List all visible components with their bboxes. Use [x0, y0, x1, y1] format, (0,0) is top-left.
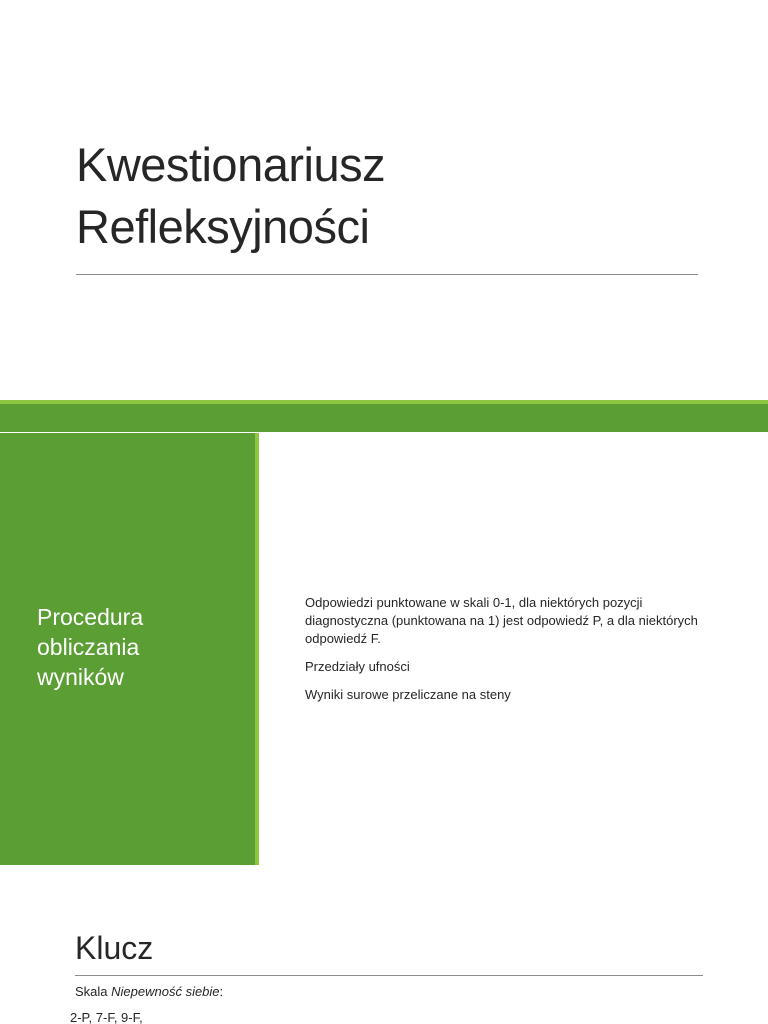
- body-paragraph-stens: Wyniki surowe przeliczane na steny: [305, 687, 511, 702]
- procedure-slide: [0, 433, 768, 865]
- section-heading-line-1: Procedura: [37, 604, 144, 630]
- key-title: Klucz: [75, 930, 154, 966]
- body-paragraph-confidence: Przedziały ufności: [305, 659, 410, 674]
- body-paragraph-scoring: Odpowiedzi punktowane w skali 0-1, dla niektórych pozycji diagnostyczna (punktowana na 1) jest odpowiedź P, a dla niektórych odpowiedź F.: [305, 595, 698, 646]
- procedure-body: [305, 594, 725, 714]
- slide-title-line-1: Kwestionariusz: [76, 138, 386, 191]
- section-panel: [0, 433, 255, 865]
- key-divider: [75, 975, 703, 976]
- section-heading-line-2: obliczania: [37, 634, 140, 660]
- scale-label: [75, 983, 223, 1001]
- slide-title-line-2: Refleksyjności: [76, 200, 370, 253]
- section-heading: [37, 602, 247, 692]
- title-slide: [0, 0, 768, 400]
- scale-prefix: Skala: [75, 984, 112, 999]
- separator-band: [0, 404, 768, 432]
- title-divider: [76, 274, 698, 275]
- slide-title: [76, 134, 716, 258]
- scale-name: Niepewność siebie: [111, 984, 220, 999]
- key-slide: [0, 865, 768, 1024]
- section-heading-line-3: wyników: [37, 664, 124, 690]
- key-items: 2-P, 7-F, 9-F,: [70, 1010, 143, 1024]
- section-panel-edge: [255, 433, 259, 865]
- scale-suffix: :: [219, 984, 224, 999]
